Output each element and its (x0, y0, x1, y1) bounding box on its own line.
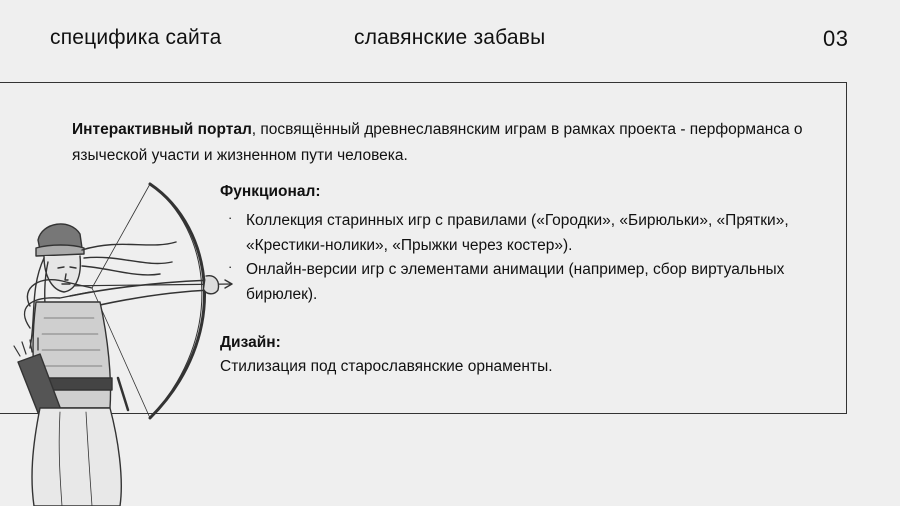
functional-list (228, 209, 838, 307)
site-specifics-label: специфика сайта (50, 26, 222, 49)
list-item-text: Онлайн-версии игр с элементами анимации (например, сбор виртуальных бирюлек). (246, 261, 785, 303)
intro-rest: , посвящённый древнеславянским играм в рамках проекта - перформанса о языческой участи и жизненном пути человека. (72, 121, 803, 164)
archer-illustration-icon (0, 178, 250, 506)
list-item (228, 258, 838, 307)
intro-paragraph (72, 117, 842, 169)
page-number: 03 (823, 26, 849, 51)
list-item (228, 209, 838, 258)
intro-bold: Интерактивный портал (72, 121, 252, 138)
bullet-icon: · (228, 259, 233, 274)
bullet-icon: · (228, 210, 233, 225)
project-title: славянские забавы (354, 26, 546, 49)
design-title: Дизайн: (220, 334, 281, 351)
functional-title: Функционал: (220, 183, 321, 200)
list-item-text: Коллекция старинных игр с правилами («Городки», «Бирюльки», «Прятки», «Крестики-нолики», «Прыжки через костер»). (246, 212, 789, 254)
design-text: Стилизация под старославянские орнаменты. (220, 358, 553, 375)
